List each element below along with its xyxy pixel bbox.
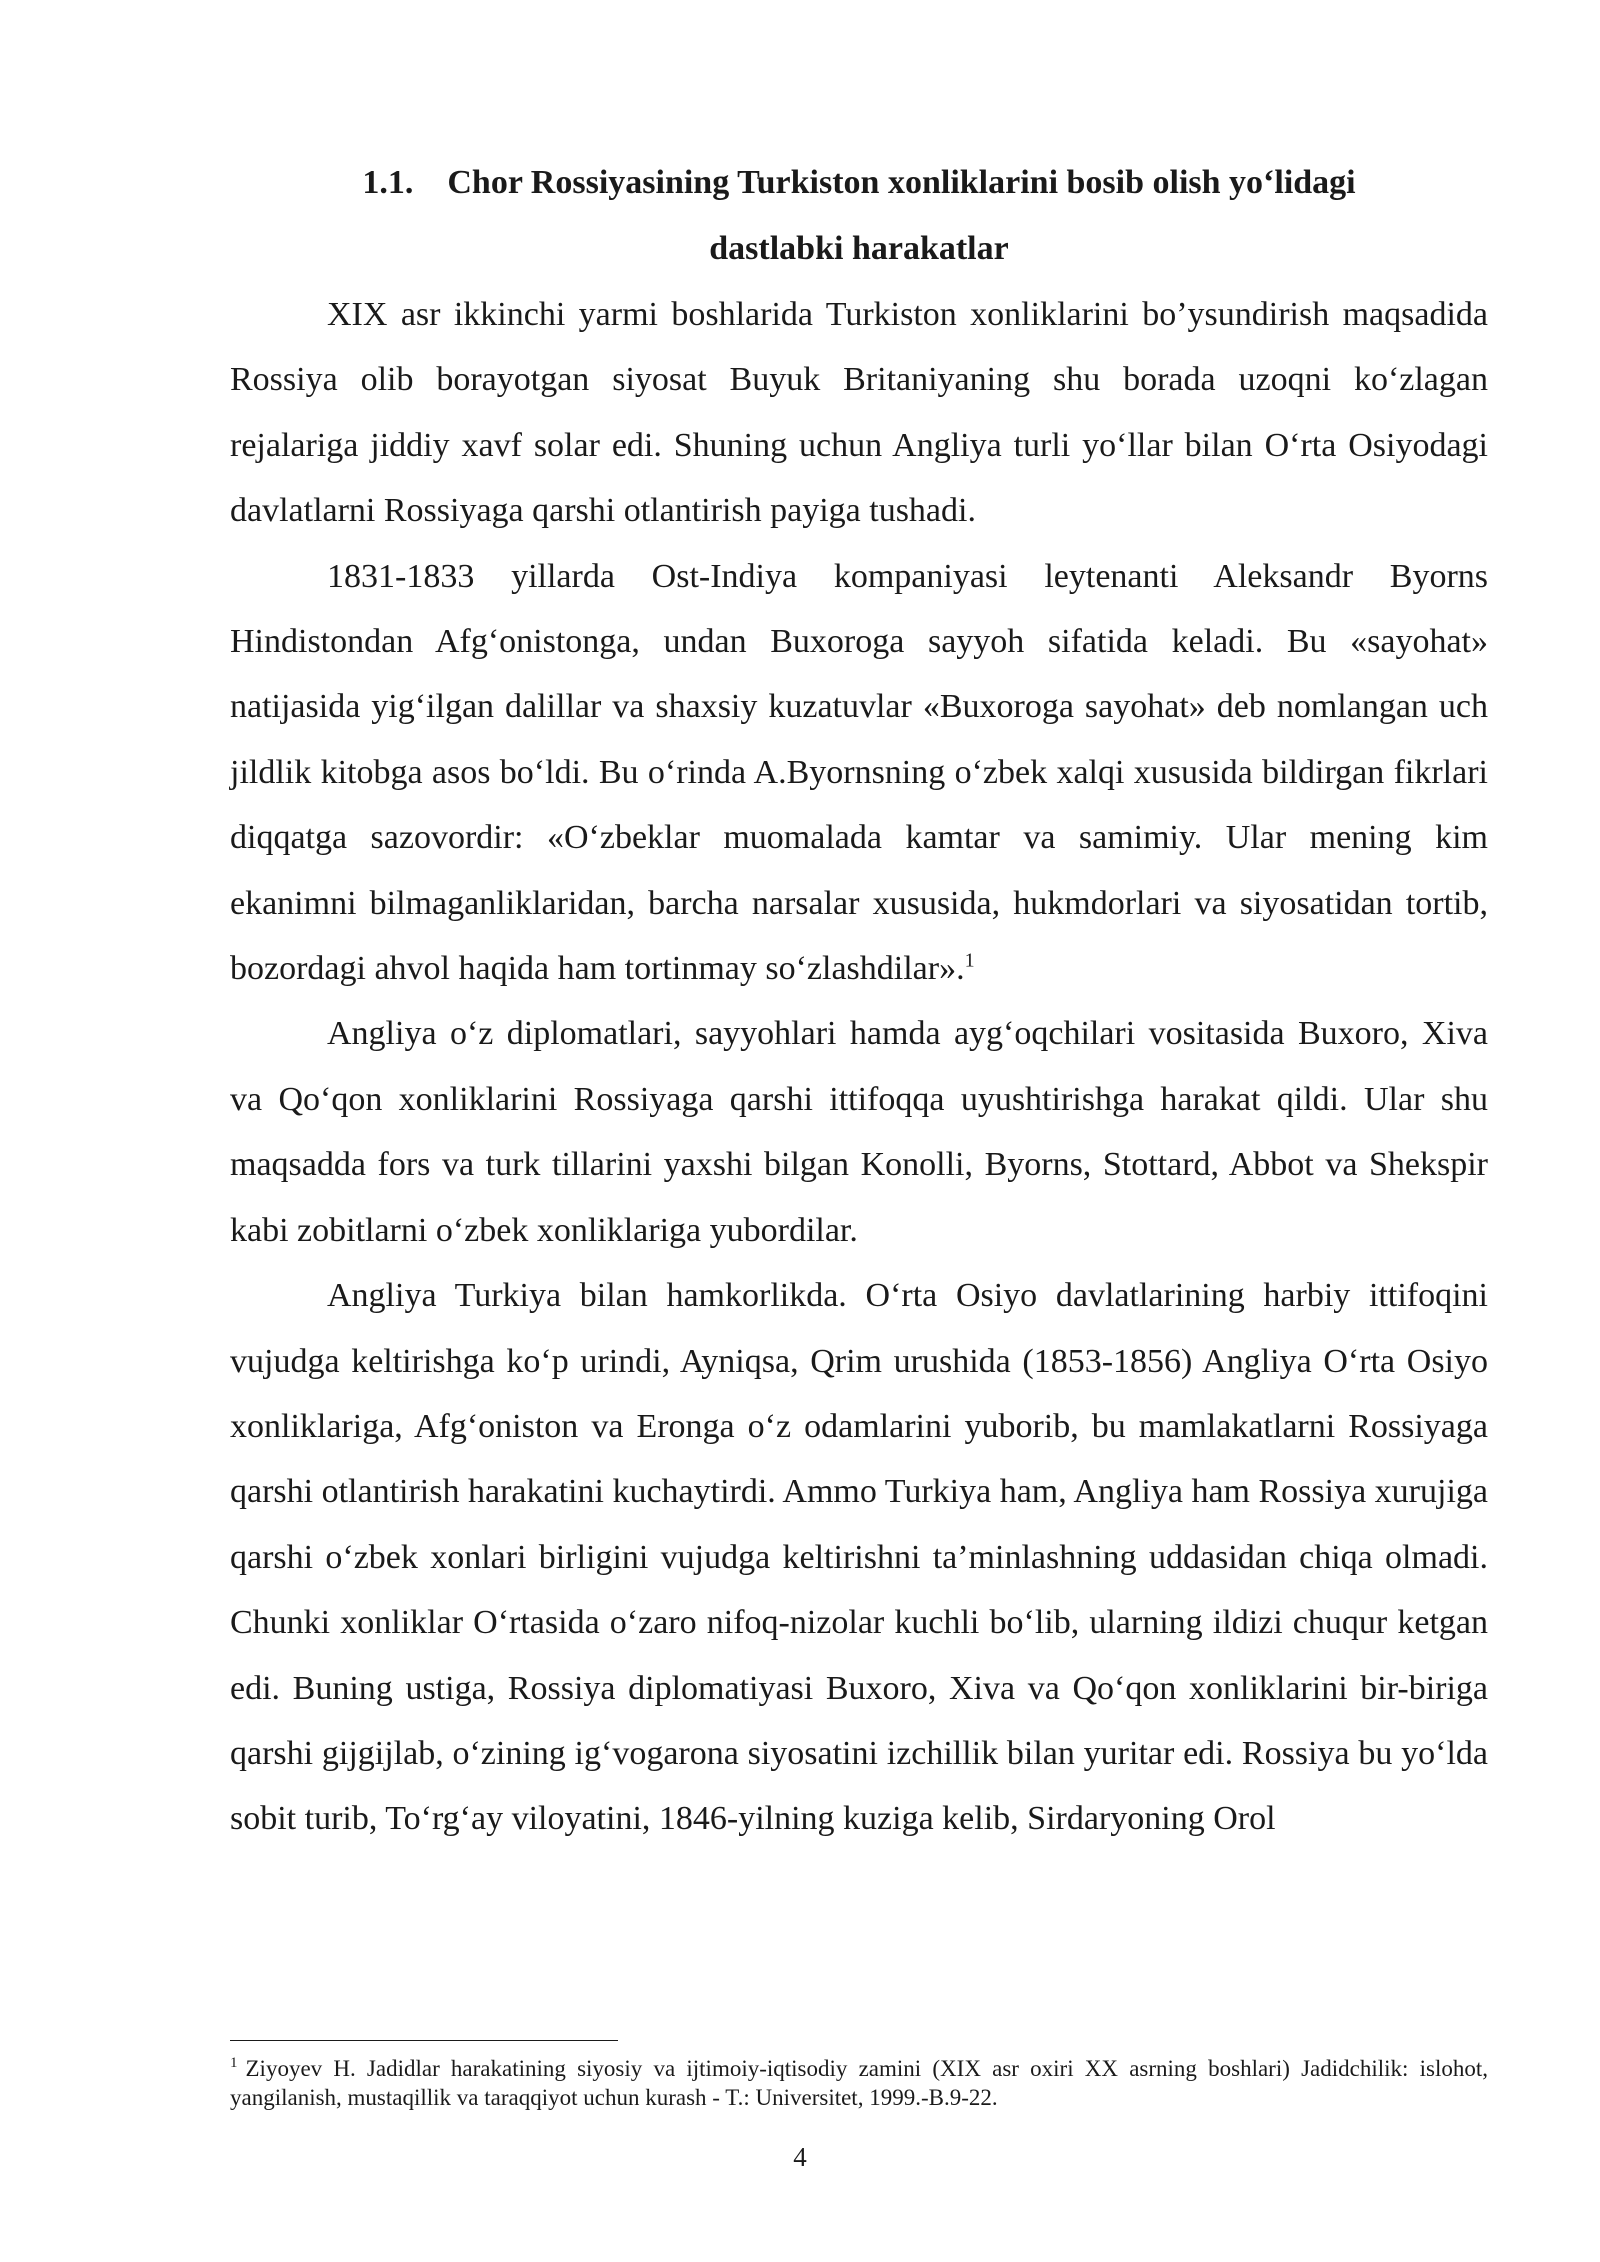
paragraph-2 (230, 544, 1488, 1002)
page-body (230, 150, 1488, 1852)
footnote (230, 2054, 1488, 2112)
paragraph-1: XIX asr ikkinchi yarmi boshlarida Turkiston xonliklarini bo’ysundirish maqsadida Rossiya olib borayotgan siyosat Buyuk Britaniyaning shu borada uzoqni ko‘zlagan rejalariga jiddiy xavf solar edi. Shuning uchun Angliya turli yo‘llar bilan O‘rta Osiyodagi davlatlarni Rossiyaga qarshi otlantirish payiga tushadi. (230, 296, 1488, 530)
paragraph-3: Angliya o‘z diplomatlari, sayyohlari hamda ayg‘oqchilari vositasida Buxoro, Xiva va Qo‘qon xonliklarini Rossiyaga qarshi ittifoqqa uyushtirishga harakat qildi. Ular shu maqsadda fors va turk tillarini yaxshi bilgan Konolli, Byorns, Stottard, Abbot va Shekspir kabi zobitlarni o‘zbek xonliklariga yubordilar. (230, 1015, 1488, 1249)
footnote-text: Ziyoyev H. Jadidlar harakatining siyosiy va ijtimoiy-iqtisodiy zamini (XIX asr oxiri XX asrning boshlari) Jadidchilik: islohot, yangilanish, mustaqillik va taraqqiyot uchun kurash - T.: Universitet, 1999.-B.9-22. (230, 2056, 1488, 2110)
paragraph-4: Angliya Turkiya bilan hamkorlikda. O‘rta Osiyo davlatlarining harbiy ittifoqini vujudga keltirishga ko‘p urindi, Ayniqsa, Qrim urushida (1853-1856) Angliya O‘rta Osiyo xonliklariga, Afg‘oniston va Eronga o‘z odamlarini yuborib, bu mamlakatlarni Rossiyaga qarshi otlantirish harakatini kuchaytirdi. Ammo Turkiya ham, Angliya ham Rossiya xurujiga qarshi o‘zbek xonlari birligini vujudga keltirishni ta’minlashning uddasidan chiqa olmadi. Chunki xonliklar O‘rtasida o‘zaro nifoq-nizolar kuchli bo‘lib, ularning ildizi chuqur ketgan edi. Buning ustiga, Rossiya diplomatiyasi Buxoro, Xiva va Qo‘qon xonliklarini bir-biriga qarshi gijgijlab, o‘zining ig‘vogarona siyosatini izchillik bilan yuritar edi. Rossiya bu yo‘lda sobit turib, To‘rg‘ay viloyatini, 1846-yilning kuziga kelib, Sirdaryoning Orol (230, 1277, 1488, 1838)
footnote-marker: 1 (230, 2055, 238, 2072)
section-title-line-1: Chor Rossiyasining Turkiston xonliklarini bosib olish yo‘lidagi (447, 164, 1356, 201)
section-title-line-2: dastlabki harakatlar (709, 230, 1009, 267)
page-number: 4 (793, 2142, 807, 2172)
section-number: 1.1. (362, 164, 414, 201)
footnote-reference[interactable]: 1 (964, 949, 975, 972)
section-heading (230, 150, 1488, 282)
paragraph-2-text: 1831-1833 yillarda Ost-Indiya kompaniyasi leytenanti Aleksandr Byorns Hindistondan Afg‘onistonga, undan Buxoroga sayyoh sifatida keladi. Bu «sayohat» natijasida yig‘ilgan dalillar va shaxsiy kuzatuvlar «Buxoroga sayohat» deb nomlangan uch jildlik kitobga asos bo‘ldi. Bu o‘rinda A.Byornsning o‘zbek xalqi xususida bildirgan fikrlari diqqatga sazovordir: «O‘zbeklar muomalada kamtar va samimiy. Ular mening kim ekanimni bilmaganliklaridan, barcha narsalar xususida, hukmdorlari va siyosatidan tortib, bozordagi ahvol haqida ham tortinmay so‘zlashdilar». (230, 557, 1488, 988)
footnote-separator (230, 2040, 618, 2041)
